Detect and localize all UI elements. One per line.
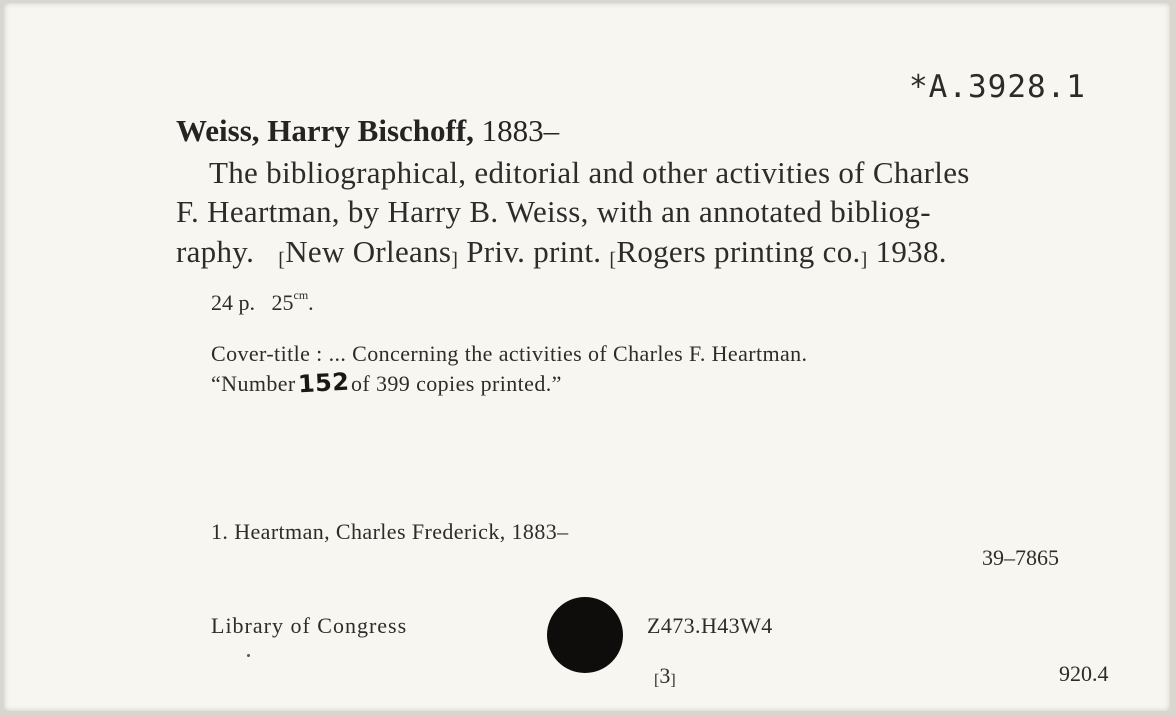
title-line-2: F. Heartman, by Harry B. Weiss, with an annotated bibliog- — [176, 194, 931, 229]
collation: 24 p. $25^{cm}$. — [211, 288, 314, 315]
collation-pages: 24 p. — [211, 290, 255, 315]
author-name: Weiss, Harry Bischoff, — [176, 113, 474, 148]
note-line-2 — [211, 369, 562, 397]
ink-speck — [247, 654, 250, 657]
library-name: Library of Congress — [211, 613, 408, 638]
imprint-printer: Rogers printing co. — [616, 234, 861, 269]
note-number-label: “Number — [211, 371, 296, 396]
author-heading — [176, 113, 559, 149]
lc-classification: Z473.H43W4 — [647, 613, 773, 638]
copy-mark: [3] — [654, 663, 676, 689]
title-line-3: raphy. [New Orleans] Priv. print. [Rogers printing co.] 1938. — [176, 234, 947, 271]
note-line-1: Cover-title : ... Concerning the activities of Charles F. Heartman. — [211, 341, 808, 366]
handwritten-copy-number: 152 — [296, 367, 350, 399]
imprint-publisher: Priv. print. — [458, 234, 610, 269]
imprint-place: New Orleans — [285, 234, 452, 269]
imprint-year: 1938. — [867, 234, 947, 269]
collation-unit: cm — [293, 288, 309, 302]
dewey-number: 920.4 — [1059, 661, 1109, 686]
lccn: 39–7865 — [982, 545, 1059, 570]
subject-tracing: 1. Heartman, Charles Frederick, 1883– — [211, 519, 569, 544]
catalog-card — [4, 3, 1170, 711]
title-line-1: The bibliographical, editorial and other activities of Charles — [209, 155, 970, 190]
title-line-3-start: raphy. — [176, 234, 255, 269]
punch-hole — [547, 597, 623, 673]
note-copies: of 399 copies printed.” — [350, 371, 562, 396]
author-dates: 1883– — [473, 113, 560, 148]
copy-number: 3 — [659, 663, 671, 688]
call-number: *A.3928.1 — [909, 69, 1086, 105]
collation-size: 25 — [271, 290, 294, 315]
